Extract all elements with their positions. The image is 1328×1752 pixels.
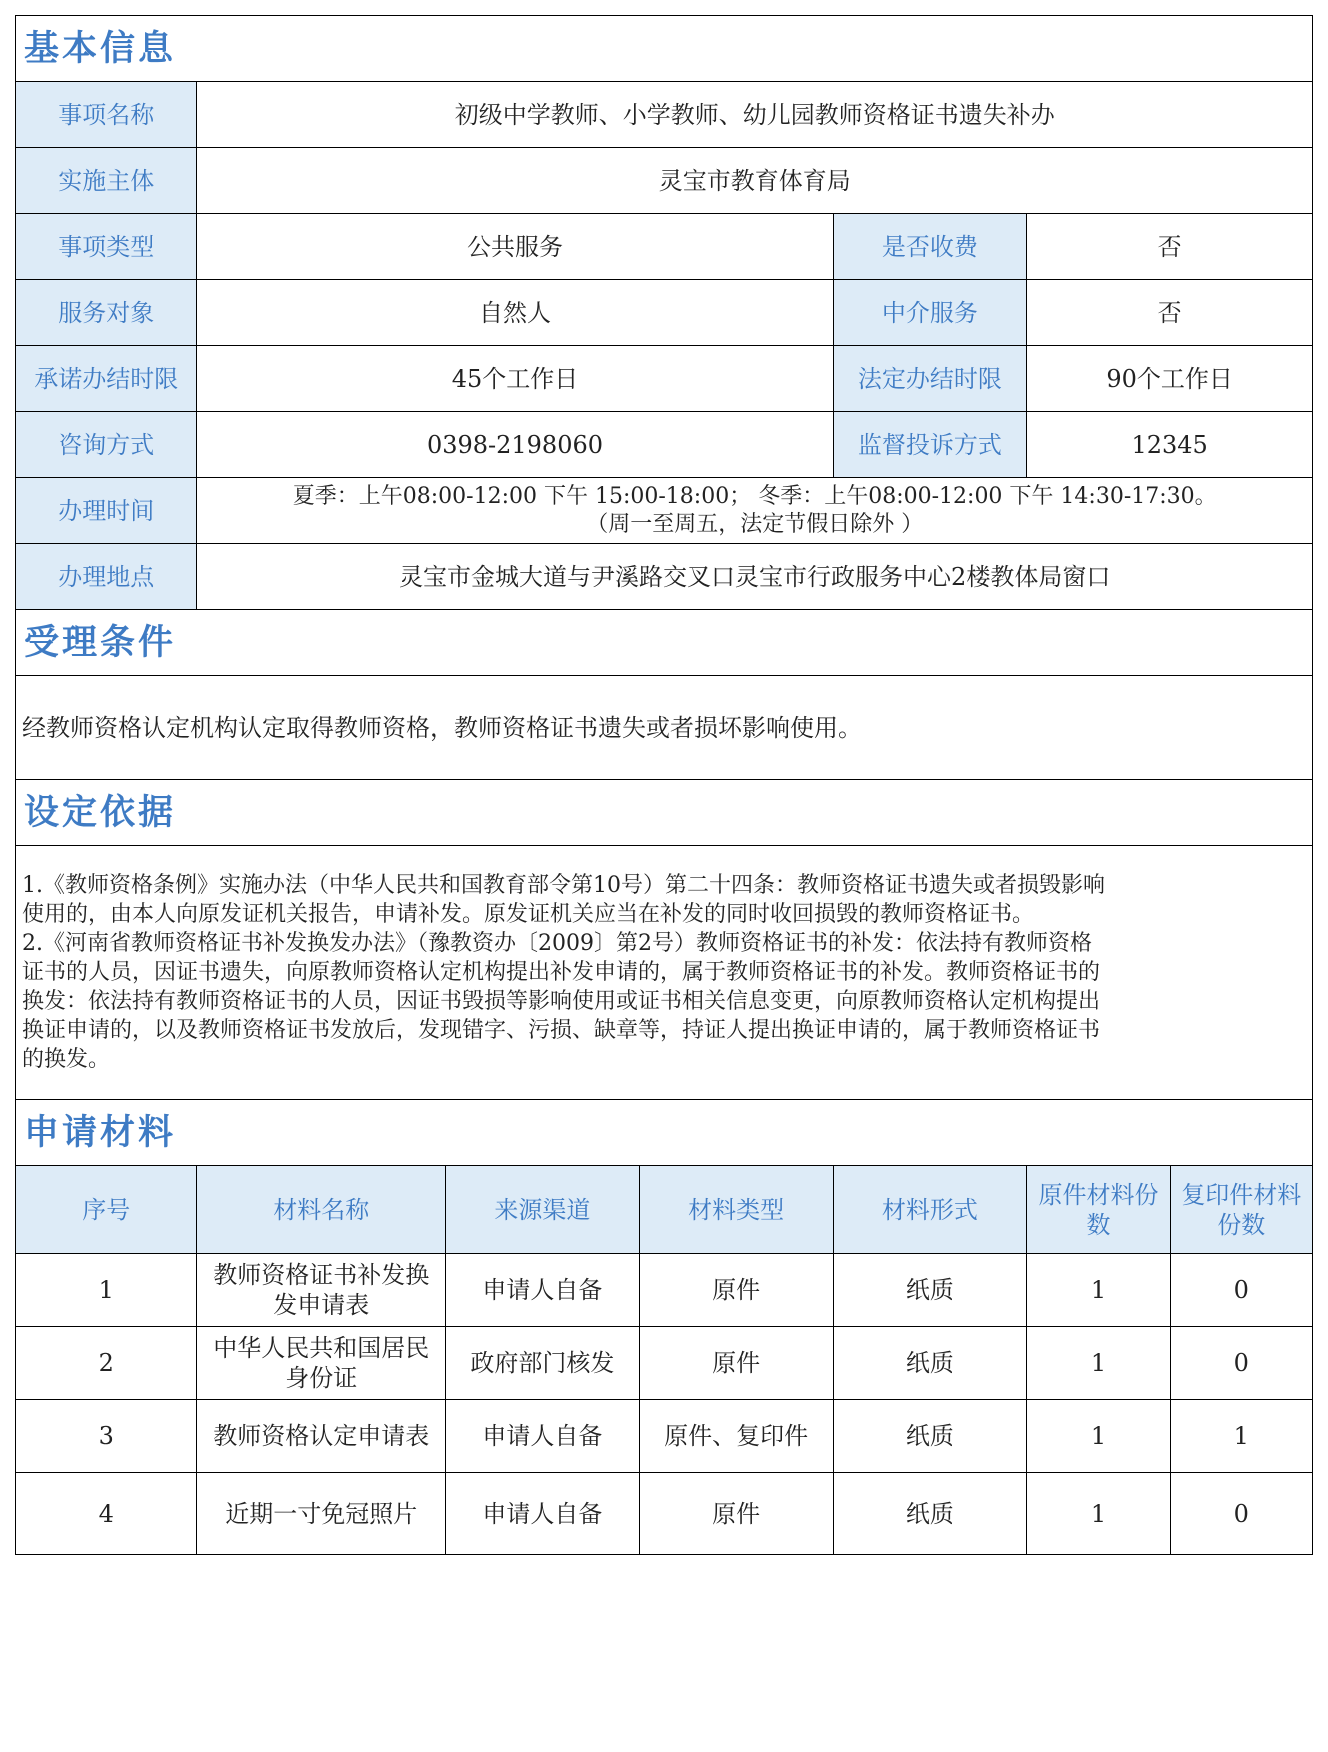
hours-label: 办理时间 — [16, 478, 197, 544]
item-name-value: 初级中学教师、小学教师、幼儿园教师资格证书遗失补办 — [197, 82, 1313, 148]
intermediary-label: 中介服务 — [833, 280, 1027, 346]
material-form: 纸质 — [833, 1254, 1027, 1327]
material-no: 4 — [16, 1473, 197, 1555]
material-original-count: 1 — [1027, 1473, 1170, 1555]
material-copy-count: 0 — [1170, 1327, 1312, 1400]
material-source: 政府部门核发 — [446, 1327, 640, 1400]
material-copy-count: 1 — [1170, 1400, 1312, 1473]
material-name — [197, 1327, 446, 1400]
material-name-line: 发申请表 — [273, 1291, 370, 1319]
section-title-conditions: 受理条件 — [16, 610, 1313, 676]
section-title-basic: 基本信息 — [16, 16, 1313, 82]
basis-text — [16, 846, 1313, 1100]
section-title-materials: 申请材料 — [16, 1100, 1313, 1166]
service-guide-document — [15, 15, 1313, 1555]
material-form: 纸质 — [833, 1473, 1027, 1555]
section-title-basis: 设定依据 — [16, 780, 1313, 846]
col-header-original-line: 原件材料份 — [1038, 1180, 1159, 1209]
col-header-copy — [1170, 1166, 1312, 1254]
material-copy-count: 0 — [1170, 1473, 1312, 1555]
material-name-line: 身份证 — [285, 1364, 358, 1392]
material-form: 纸质 — [833, 1327, 1027, 1400]
material-name-line: 中华人民共和国居民 — [213, 1334, 430, 1362]
material-source: 申请人自备 — [446, 1254, 640, 1327]
material-source: 申请人自备 — [446, 1400, 640, 1473]
col-header-form: 材料形式 — [833, 1166, 1027, 1254]
col-header-copy-line: 份数 — [1217, 1210, 1266, 1239]
conditions-text: 经教师资格认定机构认定取得教师资格，教师资格证书遗失或者损坏影响使用。 — [16, 676, 1313, 780]
material-original-count: 1 — [1027, 1327, 1170, 1400]
material-type: 原件、复印件 — [639, 1400, 833, 1473]
consult-label: 咨询方式 — [16, 412, 197, 478]
col-header-original-line: 数 — [1086, 1210, 1111, 1239]
hours-line-2: （周一至周五，法定节假日除外 ） — [586, 511, 924, 537]
location-label: 办理地点 — [16, 544, 197, 610]
table-row — [16, 1473, 1313, 1555]
item-name-label: 事项名称 — [16, 82, 197, 148]
material-no: 1 — [16, 1254, 197, 1327]
legal-limit-value: 90个工作日 — [1027, 346, 1313, 412]
col-header-copy-line: 复印件材料 — [1181, 1180, 1302, 1209]
fee-value: 否 — [1027, 214, 1313, 280]
target-value: 自然人 — [197, 280, 833, 346]
target-label: 服务对象 — [16, 280, 197, 346]
promised-limit-label: 承诺办结时限 — [16, 346, 197, 412]
complaint-label: 监督投诉方式 — [833, 412, 1027, 478]
col-header-type: 材料类型 — [639, 1166, 833, 1254]
col-header-source: 来源渠道 — [446, 1166, 640, 1254]
material-form: 纸质 — [833, 1400, 1027, 1473]
legal-limit-label: 法定办结时限 — [833, 346, 1027, 412]
type-value: 公共服务 — [197, 214, 833, 280]
col-header-original — [1027, 1166, 1170, 1254]
material-name — [197, 1254, 446, 1327]
material-no: 2 — [16, 1327, 197, 1400]
basis-line: 的换发。 — [22, 1047, 111, 1072]
table-row — [16, 1254, 1313, 1327]
table-row — [16, 1400, 1313, 1473]
material-original-count: 1 — [1027, 1254, 1170, 1327]
consult-value: 0398-2198060 — [197, 412, 833, 478]
material-name: 近期一寸免冠照片 — [197, 1473, 446, 1555]
material-type: 原件 — [639, 1254, 833, 1327]
col-header-name: 材料名称 — [197, 1166, 446, 1254]
material-source: 申请人自备 — [446, 1473, 640, 1555]
col-header-no: 序号 — [16, 1166, 197, 1254]
authority-value: 灵宝市教育体育局 — [197, 148, 1313, 214]
basis-line: 2.《河南省教师资格证书补发换发办法》（豫教资办〔2009〕第2号）教师资格证书的补发：依法持有教师资格 — [22, 931, 1092, 956]
authority-label: 实施主体 — [16, 148, 197, 214]
intermediary-value: 否 — [1027, 280, 1313, 346]
material-copy-count: 0 — [1170, 1254, 1312, 1327]
fee-label: 是否收费 — [833, 214, 1027, 280]
hours-value — [197, 478, 1313, 544]
hours-line-1: 夏季：上午08:00-12:00 下午 15:00-18:00； 冬季：上午08:00-12:00 下午 14:30-17:30。 — [292, 483, 1217, 509]
material-name: 教师资格认定申请表 — [197, 1400, 446, 1473]
material-name-line: 教师资格证书补发换 — [213, 1261, 430, 1289]
material-original-count: 1 — [1027, 1400, 1170, 1473]
basis-line: 证书的人员，因证书遗失，向原教师资格认定机构提出补发申请的，属于教师资格证书的补发。教师资格证书的 — [22, 960, 1101, 985]
material-type: 原件 — [639, 1327, 833, 1400]
guide-table — [15, 15, 1313, 1555]
material-type: 原件 — [639, 1473, 833, 1555]
basis-line: 换证申请的，以及教师资格证书发放后，发现错字、污损、缺章等，持证人提出换证申请的，属于教师资格证书 — [22, 1018, 1101, 1043]
type-label: 事项类型 — [16, 214, 197, 280]
location-value: 灵宝市金城大道与尹溪路交叉口灵宝市行政服务中心2楼教体局窗口 — [197, 544, 1313, 610]
basis-line: 使用的，由本人向原发证机关报告，申请补发。原发证机关应当在补发的同时收回损毁的教师资格证书。 — [22, 902, 1035, 927]
complaint-value: 12345 — [1027, 412, 1313, 478]
basis-line: 1.《教师资格条例》实施办法（中华人民共和国教育部令第10号）第二十四条：教师资格证书遗失或者损毁影响 — [22, 873, 1105, 898]
basis-line: 换发：依法持有教师资格证书的人员，因证书毁损等影响使用或证书相关信息变更，向原教师资格认定机构提出 — [22, 989, 1101, 1014]
table-row — [16, 1327, 1313, 1400]
material-no: 3 — [16, 1400, 197, 1473]
promised-limit-value: 45个工作日 — [197, 346, 833, 412]
